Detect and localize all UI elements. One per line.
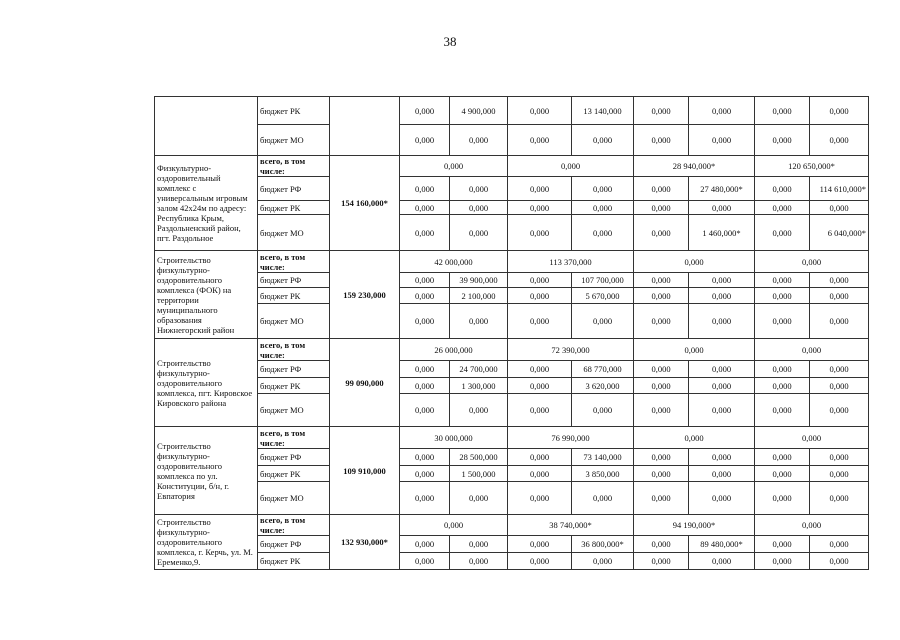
- value-cell: 0,000: [450, 536, 508, 553]
- value-cell: 0,000: [508, 536, 572, 553]
- source-label: бюджет РФ: [258, 536, 330, 553]
- year-total-cell: 0,000: [755, 251, 869, 273]
- year-total-cell: 0,000: [400, 515, 508, 536]
- value-cell: 27 480,000*: [689, 177, 755, 201]
- source-label: бюджет РК: [258, 553, 330, 570]
- value-cell: 0,000: [755, 215, 810, 251]
- cost-cell: 159 230,000: [330, 251, 400, 339]
- value-cell: 0,000: [755, 201, 810, 215]
- source-label: бюджет МО: [258, 394, 330, 427]
- value-cell: 0,000: [810, 361, 869, 378]
- table-row: [155, 553, 869, 570]
- table-row: [155, 536, 869, 553]
- value-cell: 0,000: [689, 378, 755, 394]
- cost-cell: 132 930,000*: [330, 515, 400, 570]
- value-cell: 0,000: [400, 125, 450, 156]
- value-cell: 0,000: [689, 466, 755, 482]
- value-cell: 0,000: [400, 177, 450, 201]
- value-cell: 0,000: [810, 125, 869, 156]
- table-row: [155, 125, 869, 156]
- table-row: [155, 427, 869, 449]
- source-label: всего, в том числе:: [258, 156, 330, 177]
- year-total-cell: 38 740,000*: [508, 515, 634, 536]
- table-row: [155, 215, 869, 251]
- source-label: всего, в том числе:: [258, 339, 330, 361]
- value-cell: 0,000: [689, 273, 755, 288]
- value-cell: 0,000: [400, 449, 450, 466]
- value-cell: 0,000: [755, 466, 810, 482]
- source-label: всего, в том числе:: [258, 427, 330, 449]
- cost-cell: 154 160,000*: [330, 156, 400, 251]
- table-row: [155, 288, 869, 304]
- value-cell: 0,000: [810, 536, 869, 553]
- value-cell: 5 670,000: [572, 288, 634, 304]
- value-cell: 0,000: [634, 125, 689, 156]
- year-total-cell: 76 990,000: [508, 427, 634, 449]
- value-cell: 0,000: [400, 215, 450, 251]
- value-cell: 0,000: [689, 449, 755, 466]
- table-row: [155, 515, 869, 536]
- value-cell: 0,000: [689, 97, 755, 125]
- value-cell: 0,000: [400, 97, 450, 125]
- value-cell: 0,000: [508, 97, 572, 125]
- value-cell: 0,000: [572, 125, 634, 156]
- table-row: [155, 273, 869, 288]
- value-cell: 0,000: [400, 466, 450, 482]
- value-cell: 0,000: [508, 449, 572, 466]
- value-cell: 0,000: [572, 177, 634, 201]
- source-label: бюджет МО: [258, 304, 330, 339]
- year-total-cell: 28 940,000*: [634, 156, 755, 177]
- value-cell: 107 700,000: [572, 273, 634, 288]
- value-cell: 13 140,000: [572, 97, 634, 125]
- value-cell: 0,000: [810, 288, 869, 304]
- source-label: бюджет РФ: [258, 273, 330, 288]
- table-row: [155, 251, 869, 273]
- table-row: [155, 449, 869, 466]
- year-total-cell: 0,000: [634, 251, 755, 273]
- source-label: бюджет РК: [258, 97, 330, 125]
- value-cell: 0,000: [755, 394, 810, 427]
- table-row: [155, 361, 869, 378]
- value-cell: 1 500,000: [450, 466, 508, 482]
- value-cell: 0,000: [508, 125, 572, 156]
- value-cell: 28 500,000: [450, 449, 508, 466]
- table-row: [155, 177, 869, 201]
- source-label: бюджет РК: [258, 466, 330, 482]
- value-cell: 0,000: [689, 553, 755, 570]
- year-total-cell: 0,000: [755, 339, 869, 361]
- value-cell: 0,000: [689, 304, 755, 339]
- value-cell: 0,000: [400, 536, 450, 553]
- value-cell: 114 610,000*: [810, 177, 869, 201]
- value-cell: 68 770,000: [572, 361, 634, 378]
- value-cell: 0,000: [755, 288, 810, 304]
- value-cell: 0,000: [508, 304, 572, 339]
- value-cell: 0,000: [572, 304, 634, 339]
- value-cell: 0,000: [450, 553, 508, 570]
- source-label: всего, в том числе:: [258, 251, 330, 273]
- value-cell: 0,000: [689, 394, 755, 427]
- value-cell: 0,000: [689, 361, 755, 378]
- table-row: [155, 482, 869, 515]
- cost-cell: [330, 97, 400, 156]
- table-row: [155, 201, 869, 215]
- value-cell: 0,000: [755, 177, 810, 201]
- value-cell: 0,000: [755, 125, 810, 156]
- object-name-cell: [155, 97, 258, 156]
- year-total-cell: 94 190,000*: [634, 515, 755, 536]
- value-cell: 0,000: [450, 394, 508, 427]
- year-total-cell: 0,000: [634, 427, 755, 449]
- source-label: бюджет МО: [258, 482, 330, 515]
- value-cell: 0,000: [634, 553, 689, 570]
- value-cell: 0,000: [508, 201, 572, 215]
- value-cell: 0,000: [810, 273, 869, 288]
- value-cell: 0,000: [450, 304, 508, 339]
- source-label: бюджет РК: [258, 201, 330, 215]
- value-cell: 0,000: [508, 273, 572, 288]
- value-cell: 0,000: [450, 482, 508, 515]
- value-cell: 73 140,000: [572, 449, 634, 466]
- year-total-cell: 0,000: [400, 156, 508, 177]
- value-cell: 0,000: [634, 288, 689, 304]
- object-name-cell: Строительство физкультурно-оздоровительного комплекса, г. Керчь, ул. М. Еременко,9.: [155, 515, 258, 570]
- value-cell: 0,000: [400, 304, 450, 339]
- value-cell: 0,000: [572, 553, 634, 570]
- value-cell: 24 700,000: [450, 361, 508, 378]
- source-label: всего, в том числе:: [258, 515, 330, 536]
- value-cell: 0,000: [810, 201, 869, 215]
- value-cell: 0,000: [810, 97, 869, 125]
- value-cell: 0,000: [508, 361, 572, 378]
- year-total-cell: 0,000: [755, 427, 869, 449]
- source-label: бюджет РК: [258, 288, 330, 304]
- value-cell: 3 620,000: [572, 378, 634, 394]
- table-row: [155, 304, 869, 339]
- object-name-cell: Строительство физкультурно-оздоровительного комплекса по ул. Конституции, б/н, г. Евпатория: [155, 427, 258, 515]
- value-cell: 0,000: [810, 304, 869, 339]
- value-cell: 0,000: [572, 215, 634, 251]
- value-cell: 0,000: [508, 482, 572, 515]
- object-name-cell: Физкультурно-оздоровительный комплекс с универсальным игровым залом 42х24м по адресу: Республика Крым, Раздольненский район, пгт. Раздольное: [155, 156, 258, 251]
- value-cell: 0,000: [689, 288, 755, 304]
- value-cell: 0,000: [755, 449, 810, 466]
- value-cell: 36 800,000*: [572, 536, 634, 553]
- object-name-cell: Строительство физкультурно-оздоровительного комплекса (ФОК) на территории муниципального образования Нижнегорский район: [155, 251, 258, 339]
- value-cell: 0,000: [755, 553, 810, 570]
- value-cell: 0,000: [755, 536, 810, 553]
- object-name-cell: Строительство физкультурно-оздоровительного комплекса, пгт. Кировское Кировского района: [155, 339, 258, 427]
- source-label: бюджет РФ: [258, 361, 330, 378]
- value-cell: 0,000: [634, 304, 689, 339]
- value-cell: 0,000: [508, 215, 572, 251]
- table-row: [155, 339, 869, 361]
- table-row: [155, 466, 869, 482]
- table-row: [155, 378, 869, 394]
- table-row: [155, 156, 869, 177]
- value-cell: 89 480,000*: [689, 536, 755, 553]
- value-cell: 4 900,000: [450, 97, 508, 125]
- value-cell: 0,000: [634, 177, 689, 201]
- value-cell: 0,000: [755, 378, 810, 394]
- value-cell: 6 040,000*: [810, 215, 869, 251]
- value-cell: 0,000: [810, 378, 869, 394]
- value-cell: 0,000: [634, 361, 689, 378]
- value-cell: 0,000: [689, 201, 755, 215]
- value-cell: 0,000: [450, 177, 508, 201]
- table-row: [155, 394, 869, 427]
- value-cell: 0,000: [572, 394, 634, 427]
- year-total-cell: 26 000,000: [400, 339, 508, 361]
- source-label: бюджет РФ: [258, 449, 330, 466]
- value-cell: 0,000: [810, 482, 869, 515]
- value-cell: 0,000: [450, 201, 508, 215]
- value-cell: 0,000: [634, 378, 689, 394]
- year-total-cell: 0,000: [508, 156, 634, 177]
- value-cell: 0,000: [810, 553, 869, 570]
- value-cell: 3 850,000: [572, 466, 634, 482]
- value-cell: 0,000: [755, 361, 810, 378]
- value-cell: 0,000: [634, 394, 689, 427]
- value-cell: 0,000: [400, 553, 450, 570]
- value-cell: 0,000: [508, 177, 572, 201]
- value-cell: 0,000: [572, 482, 634, 515]
- value-cell: 0,000: [634, 273, 689, 288]
- value-cell: 0,000: [400, 273, 450, 288]
- year-total-cell: 113 370,000: [508, 251, 634, 273]
- value-cell: 0,000: [508, 466, 572, 482]
- value-cell: 0,000: [508, 378, 572, 394]
- value-cell: 39 900,000: [450, 273, 508, 288]
- value-cell: 0,000: [400, 482, 450, 515]
- value-cell: 0,000: [400, 288, 450, 304]
- value-cell: 0,000: [689, 482, 755, 515]
- value-cell: 0,000: [572, 201, 634, 215]
- source-label: бюджет РФ: [258, 177, 330, 201]
- budget-table: [154, 96, 869, 570]
- cost-cell: 109 910,000: [330, 427, 400, 515]
- value-cell: 0,000: [634, 482, 689, 515]
- value-cell: 0,000: [755, 97, 810, 125]
- year-total-cell: 0,000: [755, 515, 869, 536]
- value-cell: 0,000: [810, 394, 869, 427]
- year-total-cell: 42 000,000: [400, 251, 508, 273]
- value-cell: 0,000: [508, 288, 572, 304]
- value-cell: 0,000: [508, 553, 572, 570]
- value-cell: 0,000: [689, 125, 755, 156]
- value-cell: 0,000: [755, 304, 810, 339]
- source-label: бюджет МО: [258, 125, 330, 156]
- value-cell: 0,000: [634, 97, 689, 125]
- value-cell: 0,000: [400, 361, 450, 378]
- value-cell: 0,000: [400, 201, 450, 215]
- value-cell: 2 100,000: [450, 288, 508, 304]
- source-label: бюджет РК: [258, 378, 330, 394]
- year-total-cell: 72 390,000: [508, 339, 634, 361]
- value-cell: 0,000: [755, 273, 810, 288]
- value-cell: 1 300,000: [450, 378, 508, 394]
- value-cell: 0,000: [400, 394, 450, 427]
- page-number: 38: [443, 34, 457, 49]
- value-cell: 0,000: [400, 378, 450, 394]
- value-cell: 0,000: [634, 449, 689, 466]
- year-total-cell: 30 000,000: [400, 427, 508, 449]
- value-cell: 0,000: [634, 215, 689, 251]
- value-cell: 0,000: [634, 536, 689, 553]
- value-cell: 0,000: [810, 466, 869, 482]
- year-total-cell: 0,000: [634, 339, 755, 361]
- table-row: [155, 97, 869, 125]
- value-cell: 0,000: [450, 215, 508, 251]
- value-cell: 0,000: [755, 482, 810, 515]
- value-cell: 0,000: [634, 466, 689, 482]
- value-cell: 0,000: [810, 449, 869, 466]
- value-cell: 0,000: [508, 394, 572, 427]
- value-cell: 1 460,000*: [689, 215, 755, 251]
- source-label: бюджет МО: [258, 215, 330, 251]
- value-cell: 0,000: [450, 125, 508, 156]
- cost-cell: 99 090,000: [330, 339, 400, 427]
- value-cell: 0,000: [634, 201, 689, 215]
- year-total-cell: 120 650,000*: [755, 156, 869, 177]
